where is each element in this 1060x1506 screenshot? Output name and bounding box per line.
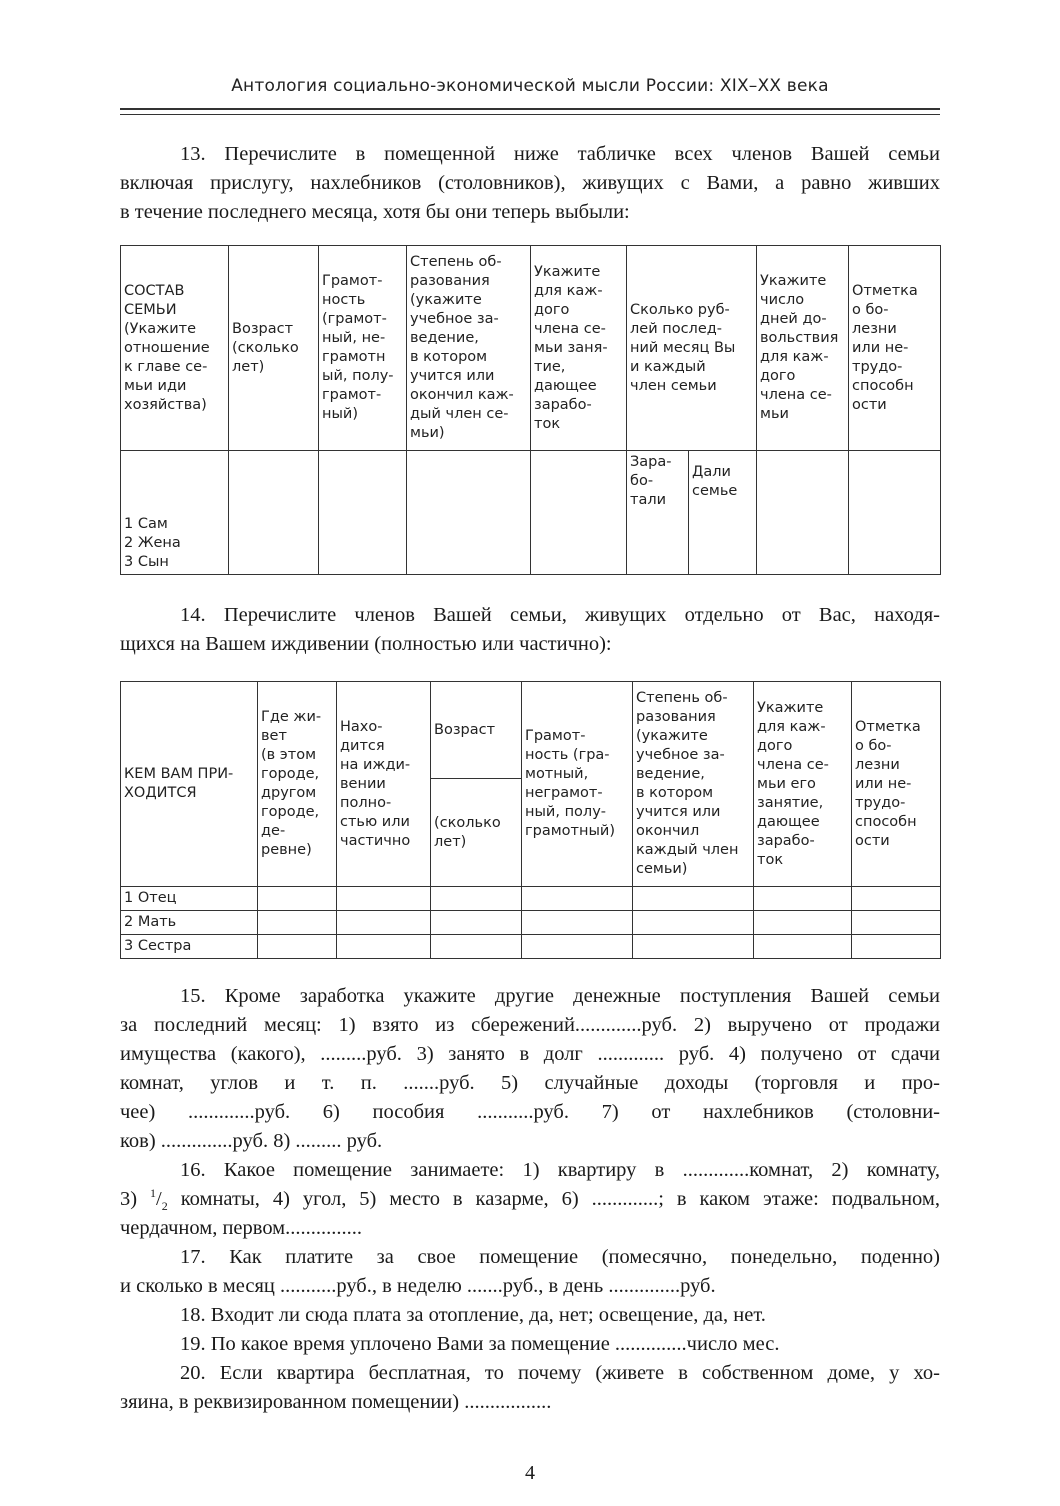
question-20 xyxy=(120,1359,940,1417)
t2-header-literacy: Грамот- ность (гра- мотный, неграмот- ный, полу- грамотный) xyxy=(522,682,633,887)
q15-line-6: ков) ..............руб. 8) ......... руб. xyxy=(120,1130,383,1152)
q15-line-5: чее) .............руб. 6) пособия ...........руб. 7) от нахлебников (столовни- xyxy=(120,1101,940,1123)
t2-header-education: Степень об- разования (укажите учебное за- ведение, в котором учится или окончил каждый член семьи) xyxy=(633,682,754,887)
t2-row-label: 1 Отец xyxy=(121,887,258,911)
q16-line-3: чердачном, первом............... xyxy=(120,1217,363,1239)
running-head: Антология социально-экономической мысли России: XIX–XX века xyxy=(231,76,829,96)
t1-cell xyxy=(849,451,941,575)
fraction-denominator: 2 xyxy=(161,1199,168,1214)
t1-header-board-days: Укажите число дней до- вольствия для каж- дого члена се- мьи xyxy=(757,246,849,451)
t2-header-illness: Отметка о бо- лезни или не- трудо- способн ости xyxy=(852,682,941,887)
t1-cell xyxy=(319,451,407,575)
t2-header-residence: Где жи- вет (в этом городе, другом городе, де- ревне) xyxy=(258,682,337,887)
question-13 xyxy=(120,140,940,227)
t1-members-cell: 1 Сам 2 Жена 3 Сын xyxy=(121,451,229,575)
question-17 xyxy=(120,1243,940,1301)
t1-header-earnings: Сколько руб- лей послед- ний месяц Вы и каждый член семьи xyxy=(627,246,757,451)
t1-subheader-given: Дали семье xyxy=(689,451,757,575)
t2-header-age-years: (сколько лет) xyxy=(431,779,522,887)
q17-line-2: и сколько в месяц ...........руб., в неделю .......руб., в день ..............руб. xyxy=(120,1275,716,1297)
question-16 xyxy=(120,1156,940,1243)
t2-header-age: Возраст xyxy=(431,682,522,779)
t2-row-label: 2 Мать xyxy=(121,911,258,935)
page-number: 4 xyxy=(525,1462,535,1484)
t1-cell xyxy=(757,451,849,575)
question-19 xyxy=(120,1330,940,1359)
q13-line-3: в течение последнего месяца, хотя бы они теперь выбыли: xyxy=(120,201,630,223)
q13-line-2: включая прислугу, нахлебников (столовников), живущих с Вами, а равно живших xyxy=(120,172,940,194)
q14-line-1: 14. Перечислите членов Вашей семьи, живущих отдельно от Вас, находя- xyxy=(180,604,940,626)
t1-header-literacy: Грамот- ность (грамот- ный, не- грамотн ый, полу- грамот- ный) xyxy=(319,246,407,451)
question-15 xyxy=(120,982,940,1156)
q16-line-1: 16. Какое помещение занимаете: 1) квартиру в .............комнат, 2) комнату, xyxy=(180,1159,940,1181)
t2-header-occupation: Укажите для каж- дого члена се- мьи его занятие, дающее зарабо- ток xyxy=(754,682,852,887)
t1-header-education: Степень об- разования (укажите учебное за- ведение, в котором учится или окончил каж- дый член се- мьи) xyxy=(407,246,531,451)
t1-header-occupation: Укажите для каж- дого члена се- мьи заня- тие, дающее зарабо- ток xyxy=(531,246,627,451)
q15-line-3: имущества (какого), .........руб. 3) занято в долг ............. руб. 4) получено от сдачи xyxy=(120,1043,940,1065)
t1-header-illness: Отметка о бо- лезни или не- трудо- способн ости xyxy=(849,246,941,451)
question-18 xyxy=(120,1301,940,1330)
q15-line-1: 15. Кроме заработка укажите другие денежные поступления Вашей семьи xyxy=(180,985,940,1007)
question-14 xyxy=(120,601,940,659)
t2-header-relation: КЕМ ВАМ ПРИ- ХОДИТСЯ xyxy=(121,682,258,887)
t2-header-dependency: Нахо- дится на ижди- вении полно- стью или частично xyxy=(337,682,431,887)
q20-line-2: зяина, в реквизированном помещении) ................. xyxy=(120,1391,552,1413)
q15-line-4: комнат, углов и т. п. .......руб. 5) случайные доходы (торговля и про- xyxy=(120,1072,940,1094)
t1-subheader-earned: Зара- бо- тали xyxy=(627,451,689,575)
dependents-table xyxy=(120,681,941,959)
q17-line-1: 17. Как платите за свое помещение (помесячно, понедельно, поденно) xyxy=(180,1246,940,1268)
fraction-slash: / xyxy=(156,1188,162,1210)
q19-line: 19. По какое время уплочено Вами за помещение ..............число мес. xyxy=(180,1333,780,1355)
t1-header-age: Возраст (сколько лет) xyxy=(229,246,319,451)
q15-line-2: за последний месяц: 1) взято из сбережений.............руб. 2) выручено от продажи xyxy=(120,1014,940,1036)
q18-line: 18. Входит ли сюда плата за отопление, да, нет; освещение, да, нет. xyxy=(180,1304,766,1326)
t1-header-composition: СОСТАВ СЕМЬИ (Укажите отношение к главе се- мьи иди хозяйства) xyxy=(121,246,229,451)
header-rule-thick xyxy=(120,108,940,110)
t1-cell xyxy=(229,451,319,575)
family-members-table xyxy=(120,245,941,575)
fraction-numerator: 1 xyxy=(150,1186,157,1201)
t2-row-label: 3 Сестра xyxy=(121,935,258,959)
q14-line-2: щихся на Вашем иждивении (полностью или частично): xyxy=(120,633,612,655)
q13-line-1: 13. Перечислите в помещенной ниже табличке всех членов Вашей семьи xyxy=(180,143,940,165)
header-rule-thin xyxy=(120,114,940,115)
q16-line-2: 3) $^1/_2$ комнаты, 4) угол, 5) место в казарме, 6) .............; в каком этаже: подвальном, xyxy=(120,1186,941,1214)
t1-cell xyxy=(531,451,627,575)
t1-cell xyxy=(407,451,531,575)
q20-line-1: 20. Если квартира бесплатная, то почему (живете в собственном доме, у хо- xyxy=(180,1362,940,1384)
